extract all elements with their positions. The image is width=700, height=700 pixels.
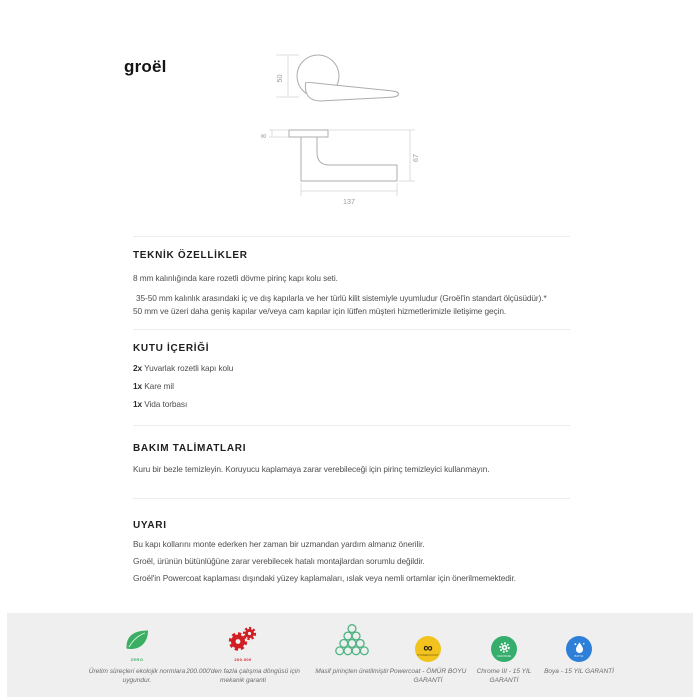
- certification-footer: [7, 613, 693, 697]
- section-heading-uyari: UYARI: [133, 520, 167, 531]
- item-quantity: 1x: [133, 399, 143, 409]
- divider: [133, 425, 570, 426]
- badge-chrome-warranty: [464, 630, 544, 685]
- item-text: Vida torbası: [144, 399, 188, 409]
- door-handle-drawing: [257, 40, 442, 212]
- item-text: Yuvarlak rozetli kapı kolu: [144, 363, 234, 373]
- badge-micro-label: BOYA: [574, 653, 584, 658]
- badge-sub-label: 200.000: [234, 657, 252, 662]
- badge-micro-label: CHROME: [496, 653, 512, 658]
- content-column: [133, 236, 570, 583]
- paragraph: Bu kapı kollarını monte ederken her zaman bir uzmandan yardım almanız önerilir.: [133, 539, 425, 549]
- badge-label: 200.000'den fazla çalışma döngüsü için mekanik garanti: [186, 668, 300, 685]
- dimension-length: [301, 183, 397, 196]
- section-heading-bakim: BAKIM TALİMATLARI: [133, 443, 247, 454]
- dim-label-137: 137: [343, 197, 355, 206]
- technical-drawing: [257, 40, 442, 212]
- dimension-thickness: [269, 130, 289, 137]
- badge-eco: [85, 630, 189, 685]
- brand-logo: groël: [124, 57, 167, 76]
- dim-label-50: 50: [275, 74, 284, 83]
- box-content-item: [133, 399, 570, 409]
- paragraph: Kuru bir bezle temizleyin. Koruyucu kaplamaya zarar verebileceği için pirinç temizleyici kullanmayın.: [133, 464, 490, 474]
- paint-badge-icon: [566, 636, 592, 662]
- infinity-glyph: ∞: [423, 639, 433, 655]
- paragraph: 8 mm kalınlığında kare rozetli dövme pirinç kapı kolu seti.: [133, 273, 338, 283]
- badge-sub-label: ZERO: [130, 657, 144, 662]
- badge-label: Chrome III - 15 YIL GARANTİ: [476, 668, 532, 685]
- handle-lever-top-view: [305, 83, 398, 101]
- badge-paint-warranty: [544, 630, 614, 676]
- badge-label: Powercoat - ÖMÜR BOYU GARANTİ: [389, 668, 467, 685]
- section-heading-teknik: TEKNİK ÖZELLİKLER: [133, 250, 248, 261]
- dim-label-8: 8: [259, 134, 268, 138]
- item-text: Kare mil: [144, 381, 174, 391]
- item-quantity: 2x: [133, 363, 143, 373]
- paragraph: Groël'in Powercoat kaplaması dışındaki yüzey kaplamaları, ıslak veya nemli ortamlar için önerilmemektedir.: [133, 573, 516, 583]
- handle-side-view: [301, 137, 397, 181]
- box-content-item: [133, 363, 570, 373]
- badge-powercoat-warranty: [385, 630, 471, 685]
- item-quantity: 1x: [133, 381, 143, 391]
- badge-micro-label: POWERCOAT: [417, 652, 439, 657]
- eco-leaf-icon: [124, 628, 150, 656]
- brass-stack-icon: [335, 624, 369, 661]
- badge-label: Masif pirinçten üretilmiştir: [315, 668, 389, 675]
- divider: [133, 236, 570, 237]
- chrome-badge-icon: [491, 636, 517, 662]
- divider: [133, 329, 570, 330]
- paragraph: 50 mm ve üzeri daha geniş kapılar ve/veya cam kapılar için lütfen müşteri hizmetlerimizle iletişime geçin.: [133, 305, 507, 316]
- paragraph: Groël, ürünün bütünlüğüne zarar verebilecek hatalı montajlardan sorumlu değildir.: [133, 556, 425, 566]
- badge-label: Üretim süreçleri ekolojik normlara uygundur.: [88, 668, 186, 685]
- badge-mechanical-warranty: [185, 630, 301, 685]
- dimension-height: [329, 130, 415, 181]
- box-content-item: [133, 381, 570, 391]
- paragraph: 35-50 mm kalınlık arasındaki iç ve dış kapılarla ve her türlü kilit sistemiyle uyumludur (Groël'in standart ölçüsüdür).*: [136, 293, 547, 303]
- badge-label: Boya - 15 YIL GARANTİ: [544, 668, 614, 675]
- gears-icon: [228, 626, 259, 656]
- badge-solid-brass: [312, 630, 392, 676]
- divider: [133, 498, 570, 499]
- infinity-badge-icon: [415, 636, 441, 662]
- dim-label-67: 67: [411, 154, 420, 162]
- section-heading-kutu: KUTU İÇERİĞİ: [133, 343, 210, 354]
- rosette-profile: [289, 130, 328, 137]
